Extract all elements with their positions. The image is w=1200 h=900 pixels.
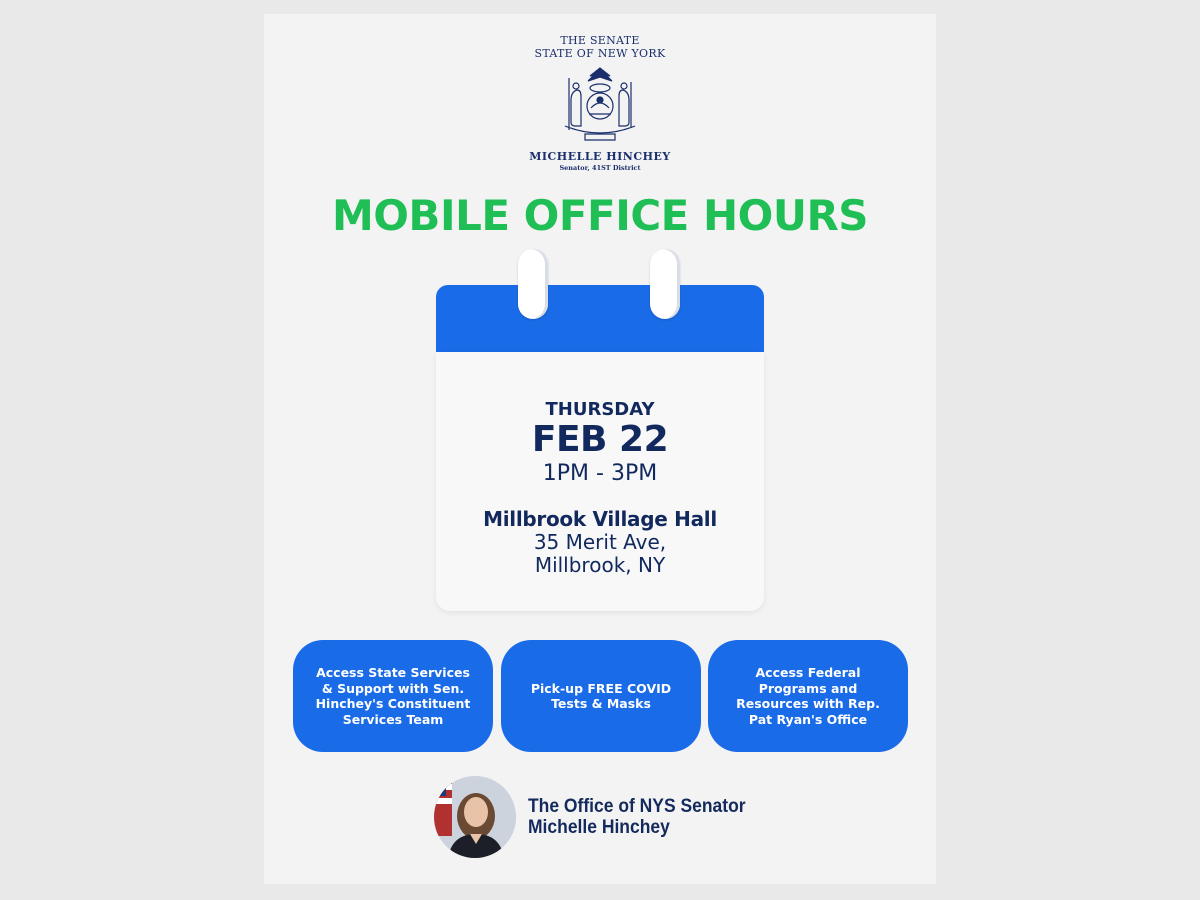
flyer [264,14,936,884]
footer-line-2: Michelle Hinchey [528,817,670,838]
event-time: 1PM - 3PM [542,461,658,486]
event-date: FEB 22 [531,419,669,460]
senator-portrait-icon [434,776,516,858]
service-pill-federal-programs [708,640,908,752]
new-york-seal-icon [555,64,645,144]
senator-photo-avatar [434,776,516,858]
service-label: Access State Services & Support with Sen. Hinchey's Constituent Services Team [315,665,471,727]
service-pill-state-services [293,640,493,752]
calendar-graphic [436,285,764,611]
event-day: THURSDAY [545,399,655,420]
senate-header [264,34,936,172]
senator-name: MICHELLE HINCHEY [529,150,671,163]
event-address-street: 35 Merit Ave, [533,530,667,554]
service-label: Access Federal Programs and Resources with Rep. Pat Ryan's Office [736,665,880,727]
senator-district: Senator, 41ST District [559,164,641,172]
event-address-city: Millbrook, NY [534,553,666,577]
service-label: Pick-up FREE COVID Tests & Masks [530,680,672,711]
senate-title: THE SENATE [560,34,640,47]
event-headline: MOBILE OFFICE HOURS [331,191,869,240]
footer-office-name [528,796,746,838]
service-pill-covid-tests [501,640,701,752]
calendar-ring-icon [518,249,548,319]
calendar-header-bar [436,285,764,352]
state-title: STATE OF NEW YORK [534,47,666,60]
calendar-ring-icon [650,249,680,319]
footer-line-1: The Office of NYS Senator [528,796,746,817]
event-venue: Millbrook Village Hall [483,507,717,531]
